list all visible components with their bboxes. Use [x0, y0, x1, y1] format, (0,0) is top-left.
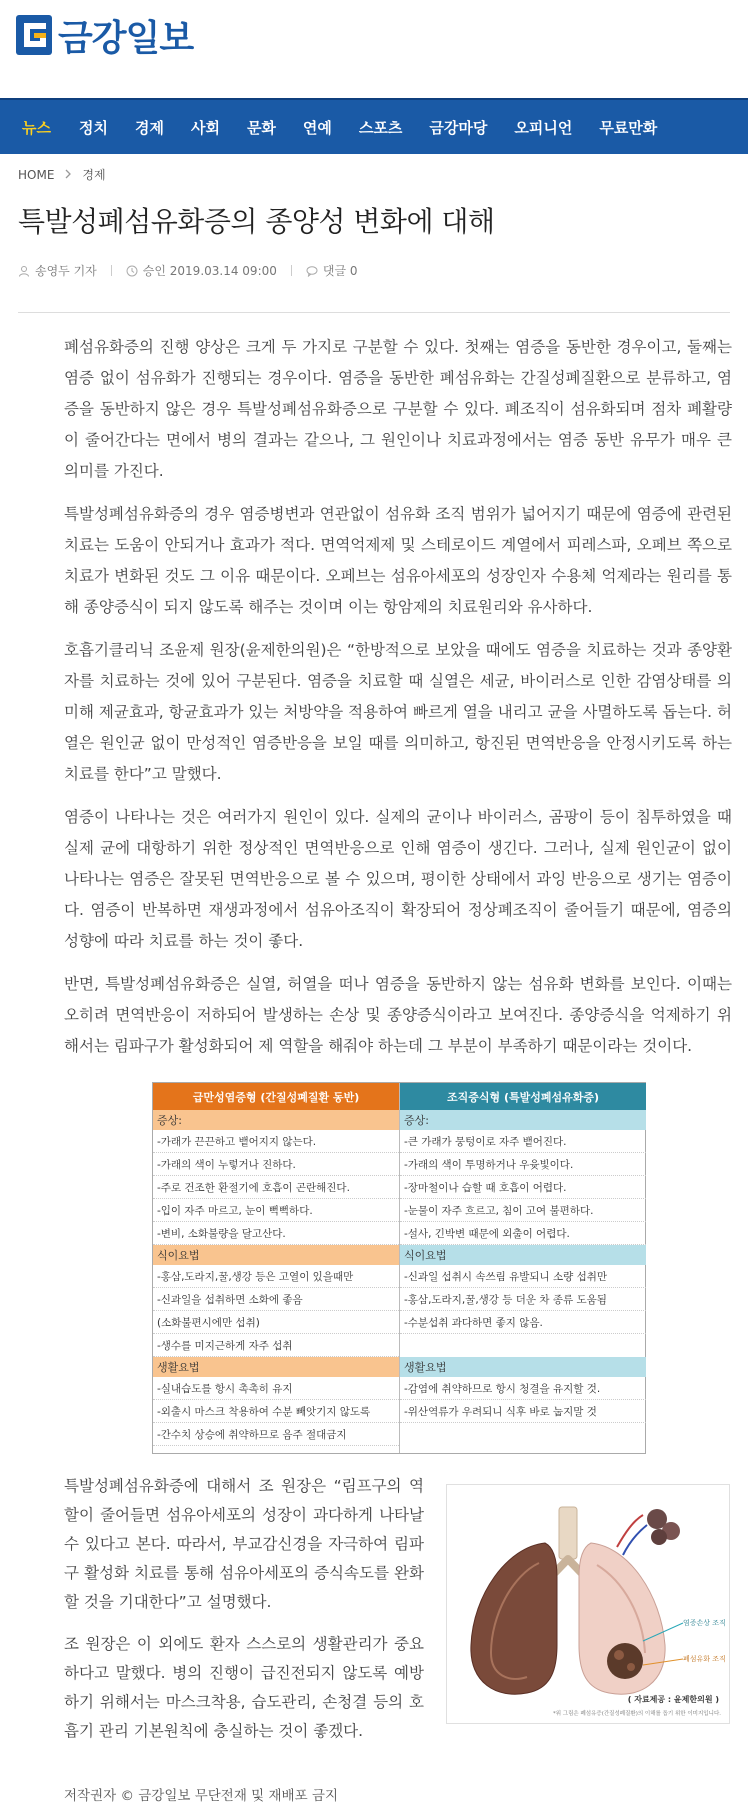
- table-row: -생수를 미지근하게 자주 섭취: [153, 1334, 399, 1357]
- table-row: [400, 1423, 646, 1446]
- comment-count[interactable]: 댓글 0: [322, 264, 358, 278]
- comparison-table-image: [152, 1082, 646, 1454]
- paragraph: 조 원장은 이 외에도 환자 스스로의 생활관리가 중요하다고 말했다. 병의 진행이 급진전되지 않도록 예방하기 위해서는 마스크착용, 습도관리, 손청결 등의 호흡기 관리 기본원칙에 충실하는 것이 좋겠다.: [64, 1635, 424, 1740]
- paragraph: 특발성폐섬유화증에 대해서 조 원장은 “림프구의 역할이 줄어들면 섬유아세포의 성장이 과다하게 나타날 수 있다고 본다. 따라서, 부교감신경을 자극하여 림파구 활성화 치료를 통해 섬유아세포의 증식속도를 완화할 것을 기대한다”고 설명했다.: [64, 1477, 424, 1611]
- site-logo[interactable]: [16, 14, 194, 59]
- table-row: -가래가 끈끈하고 뱉어지지 않는다.: [153, 1130, 399, 1153]
- lung-illustration: [446, 1484, 730, 1724]
- table-row: -감염에 취약하므로 항시 청결을 유지할 것.: [400, 1377, 646, 1400]
- figure-label-inflammation: 염증손상 조직: [683, 1619, 726, 1627]
- table-row: -가래의 색이 누렇거나 진하다.: [153, 1153, 399, 1176]
- table-row: -입이 자주 마르고, 눈이 뻑뻑하다.: [153, 1199, 399, 1222]
- meta-divider: [291, 265, 292, 276]
- table-section-title: 증상:: [400, 1110, 646, 1130]
- table-header: 급만성염증형 (간질성폐질환 동반): [153, 1083, 399, 1110]
- publish-date: 승인 2019.03.14 09:00: [142, 264, 277, 278]
- table-section-title: 식이요법: [400, 1245, 646, 1265]
- table-row: -외출시 마스크 착용하여 수분 빼앗기지 않도록: [153, 1400, 399, 1423]
- figure-source: ( 자료제공 : 윤제한의원 ): [627, 1695, 719, 1704]
- paragraph: 특발성폐섬유화증의 경우 염증병변과 연관없이 섬유화 조직 범위가 넓어지기 때문에 염증에 관련된 치료는 도움이 안되거나 효과가 적다. 면역억제제 및 스테로이드 계열에서 피레스파, 오페브 쪽으로 치료가 변화된 것도 그 이유 때문이다. 오페브는 섬유아세포의 성장인자 수용체 억제라는 원리를 통해 종양증식이 되지 않도록 해주는 것이며 이는 항암제의 치료원리와 유사하다.: [64, 505, 732, 616]
- table-row: -변비, 소화불량을 달고산다.: [153, 1222, 399, 1245]
- nav-item-free-comics[interactable]: 무료만화: [599, 118, 658, 137]
- breadcrumb: [18, 166, 106, 183]
- nav-item-entertainment[interactable]: 연예: [302, 118, 332, 137]
- nav-item-culture[interactable]: 문화: [246, 118, 276, 137]
- nav-item-sports[interactable]: 스포츠: [358, 118, 403, 137]
- nav-item-opinion[interactable]: 오피니언: [514, 118, 573, 137]
- article-body: [64, 332, 732, 1074]
- table-section-title: 증상:: [153, 1110, 399, 1130]
- table-row: (소화불편시에만 섭취): [153, 1311, 399, 1334]
- table-column-proliferative: [400, 1083, 646, 1446]
- table-row: -신과일 섭취시 속쓰림 유발되니 소량 섭취만: [400, 1265, 646, 1288]
- table-row: -큰 가래가 뭉텅이로 자주 뱉어진다.: [400, 1130, 646, 1153]
- table-row: [400, 1334, 646, 1357]
- breadcrumb-home[interactable]: HOME: [18, 167, 55, 182]
- main-nav: [0, 98, 748, 154]
- table-row: -위산역류가 우려되니 식후 바로 눕지말 것: [400, 1400, 646, 1423]
- table-header: 조직증식형 (특발성폐섬유화증): [400, 1083, 646, 1110]
- article-title: 특발성폐섬유화증의 종양성 변화에 대해: [18, 205, 495, 238]
- lungs-icon: [447, 1485, 731, 1725]
- logo-text: 금강일보: [58, 17, 194, 59]
- table-row: -주로 건조한 환절기에 호흡이 곤란해진다.: [153, 1176, 399, 1199]
- table-row: -설사, 긴박변 때문에 외출이 어렵다.: [400, 1222, 646, 1245]
- nav-item-economy[interactable]: 경제: [134, 118, 164, 137]
- user-icon: [18, 265, 30, 277]
- figure-label-fibrosis: 폐섬유화 조직: [683, 1655, 726, 1663]
- paragraph: 폐섬유화증의 진행 양상은 크게 두 가지로 구분할 수 있다. 첫째는 염증을 동반한 경우이고, 둘째는 염증 없이 섬유화가 진행되는 경우이다. 염증을 동반한 폐섬유화는 간질성폐질환으로 분류하고, 염증을 동반하지 않은 경우 특발성폐섬유화증으로 구분할 수 있다. 폐조직이 섬유화되며 점차 폐활량이 줄어간다는 면에서 병의 결과는 같으나, 그 원인이나 치료과정에서는 염증 동반 유무가 매우 큰 의미를 가진다.: [64, 338, 732, 480]
- nav-item-politics[interactable]: 정치: [78, 118, 108, 137]
- table-row: -홍삼,도라지,꿀,생강 등 더운 차 종류 도움됨: [400, 1288, 646, 1311]
- table-row: -신과일을 섭취하면 소화에 좋음: [153, 1288, 399, 1311]
- table-row: -가래의 색이 투명하거나 우윳빛이다.: [400, 1153, 646, 1176]
- comment-icon: [306, 265, 318, 277]
- comment-info[interactable]: [306, 262, 358, 279]
- table-row: -수분섭취 과다하면 좋지 않음.: [400, 1311, 646, 1334]
- nav-item-geumgang-madang[interactable]: 금강마당: [429, 118, 488, 137]
- author-info: [18, 262, 97, 279]
- header-divider: [18, 312, 730, 313]
- meta-divider: [111, 265, 112, 276]
- table-row: -간수치 상승에 취약하므로 음주 절대금지: [153, 1423, 399, 1446]
- logo-g-icon: [16, 15, 52, 55]
- author-name[interactable]: 송영두 기자: [35, 264, 97, 278]
- nav-item-society[interactable]: 사회: [190, 118, 220, 137]
- paragraph: 호흡기클리닉 조윤제 원장(윤제한의원)은 “한방적으로 보았을 때에도 염증을 치료하는 것과 종양환자를 치료하는 것에 있어 구분된다. 염증을 치료할 때 실열은 세균, 바이러스로 인한 감염상태를 의미해 제균효과, 항균효과가 있는 처방약을 적용하여 빠르게 열을 내리고 균을 사멸하도록 돕는다. 허열은 원인균 없이 만성적인 염증반응을 보일 때를 의미하고, 항진된 면역반응을 안정시키도록 하는 치료를 한다”고 말했다.: [64, 641, 732, 783]
- breadcrumb-section[interactable]: 경제: [82, 168, 106, 182]
- table-section-title: 식이요법: [153, 1245, 399, 1265]
- figure-note: *위 그림은 폐섬유증(간질성폐질환)의 이해를 돕기 위한 이미지입니다.: [552, 1711, 721, 1717]
- chevron-right-icon: [64, 168, 72, 182]
- table-section-title: 생활요법: [153, 1357, 399, 1377]
- publish-info: [126, 262, 277, 279]
- table-row: -장마철이나 습할 때 호흡이 어렵다.: [400, 1176, 646, 1199]
- paragraph: 반면, 특발성폐섬유화증은 실열, 허열을 떠나 염증을 동반하지 않는 섬유화 변화를 보인다. 이때는 오히려 면역반응이 저하되어 발생하는 손상 및 종양증식이라고 보여진다. 종양증식을 억제하기 위해서는 림파구가 활성화되어 제 역할을 해줘야 하는데 그 부분이 부족하기 때문이라는 것이다.: [64, 975, 732, 1055]
- table-section-title: 생활요법: [400, 1357, 646, 1377]
- table-column-inflammatory: [153, 1083, 399, 1446]
- table-row: -실내습도를 항시 촉촉히 유지: [153, 1377, 399, 1400]
- clock-icon: [126, 265, 138, 277]
- paragraph: 염증이 나타나는 것은 여러가지 원인이 있다. 실제의 균이나 바이러스, 곰팡이 등이 침투하였을 때 실제 균에 대항하기 위한 정상적인 면역반응으로 인해 염증이 생긴다. 그러나, 실제 원인균이 없이 나타나는 염증은 잘못된 면역반응으로 볼 수 있으며, 평이한 상태에서 과잉 반응으로 생기는 염증이다. 염증이 반복하면 재생과정에서 섬유아조직이 확장되어 정상폐조직이 줄어들기 때문에, 염증의 성향에 따라 치료를 하는 것이 좋다.: [64, 808, 732, 950]
- article-body-continued: [64, 1472, 424, 1759]
- nav-item-news[interactable]: 뉴스: [22, 118, 51, 137]
- table-row: -홍삼,도라지,꿀,생강 등은 고열이 있을때만: [153, 1265, 399, 1288]
- copyright-notice: 저작권자 © 금강일보 무단전재 및 재배포 금지: [64, 1788, 338, 1804]
- article-meta: [18, 262, 358, 279]
- table-row: -눈물이 자주 흐르고, 침이 고여 불편하다.: [400, 1199, 646, 1222]
